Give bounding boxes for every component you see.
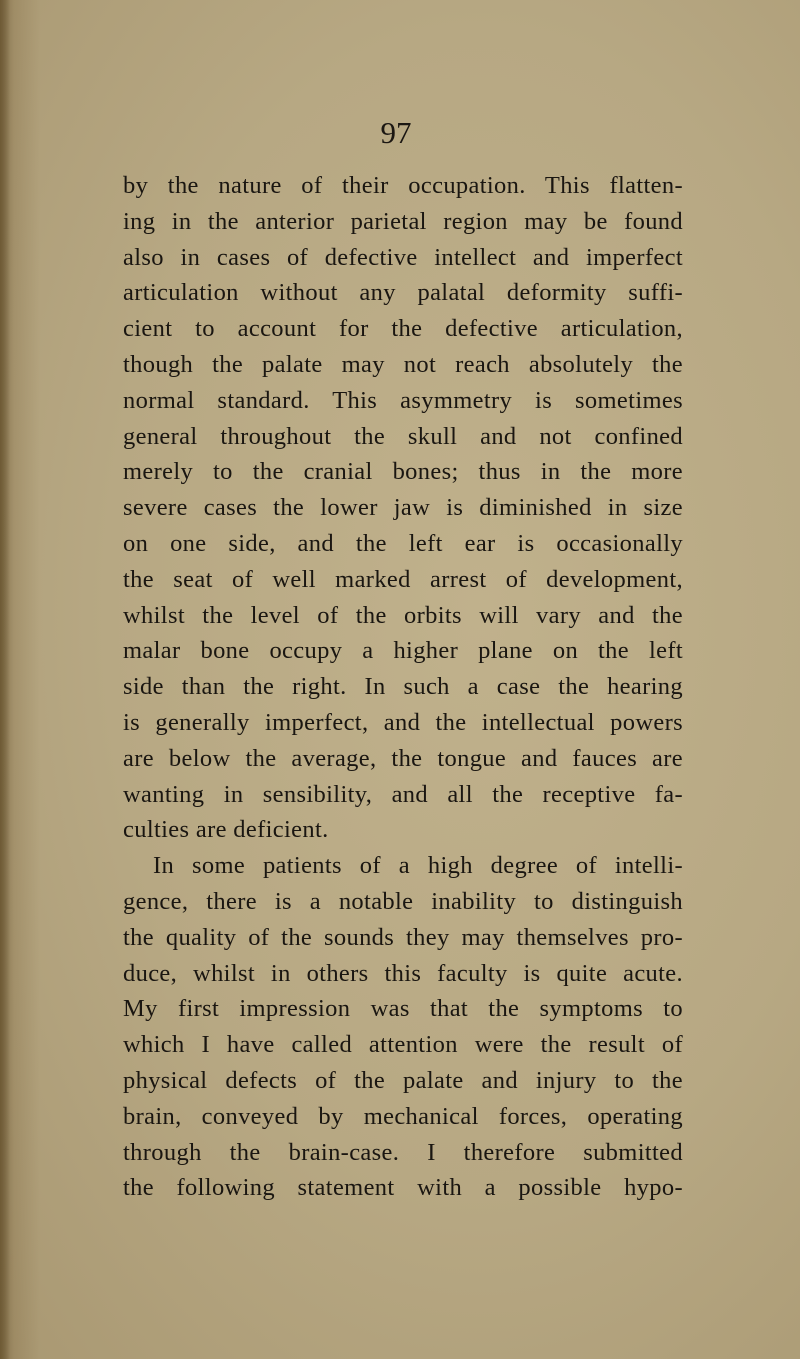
text-line: My first impression was that the symptoms to	[123, 995, 683, 1023]
text-line: side than the right. In such a case the hearing	[123, 673, 683, 701]
binding-gutter-shadow	[0, 0, 10, 1359]
text-line: also in cases of defective intellect and imperfect	[123, 243, 683, 271]
text-line: by the nature of their occupation. This flatten-	[123, 172, 683, 199]
text-line: ing in the anterior parietal region may be found	[123, 207, 683, 235]
text-line: wanting in sensibility, and all the receptive fa-	[123, 780, 683, 808]
text-line: articulation without any palatal deformity suffi-	[123, 279, 683, 307]
text-line: malar bone occupy a higher plane on the left	[123, 637, 683, 665]
body-text	[123, 168, 683, 1206]
text-line: are below the average, the tongue and fauces are	[123, 744, 683, 772]
text-line: cient to account for the defective articulation,	[123, 315, 683, 343]
paragraph-end-line: culties are deficient.	[123, 816, 329, 844]
page-number: 97	[380, 115, 412, 150]
text-line: on one side, and the left ear is occasionally	[123, 529, 683, 557]
text-line: whilst the level of the orbits will vary and the	[123, 601, 683, 629]
text-line: the quality of the sounds they may themselves pro-	[123, 923, 683, 951]
text-line: duce, whilst in others this faculty is quite acute.	[123, 959, 683, 987]
text-line: is generally imperfect, and the intellectual powers	[123, 708, 683, 736]
text-line: merely to the cranial bones; thus in the more	[123, 458, 683, 486]
text-line: severe cases the lower jaw is diminished in size	[123, 494, 683, 522]
text-line: general throughout the skull and not confined	[123, 422, 683, 450]
text-line: through the brain-case. I therefore submitted	[123, 1138, 683, 1166]
text-line: physical defects of the palate and injury to the	[123, 1066, 683, 1094]
text-line: normal standard. This asymmetry is sometimes	[123, 386, 683, 414]
text-line: the seat of well marked arrest of development,	[123, 565, 683, 593]
text-line: though the palate may not reach absolutely the	[123, 350, 683, 378]
text-line: the following statement with a possible hypo-	[123, 1174, 683, 1202]
paragraph-start-line: In some patients of a high degree of intelli-	[153, 852, 683, 880]
text-line: brain, conveyed by mechanical forces, operating	[123, 1102, 683, 1130]
text-line: which I have called attention were the result of	[123, 1031, 683, 1059]
text-line: gence, there is a notable inability to distinguish	[123, 887, 683, 915]
